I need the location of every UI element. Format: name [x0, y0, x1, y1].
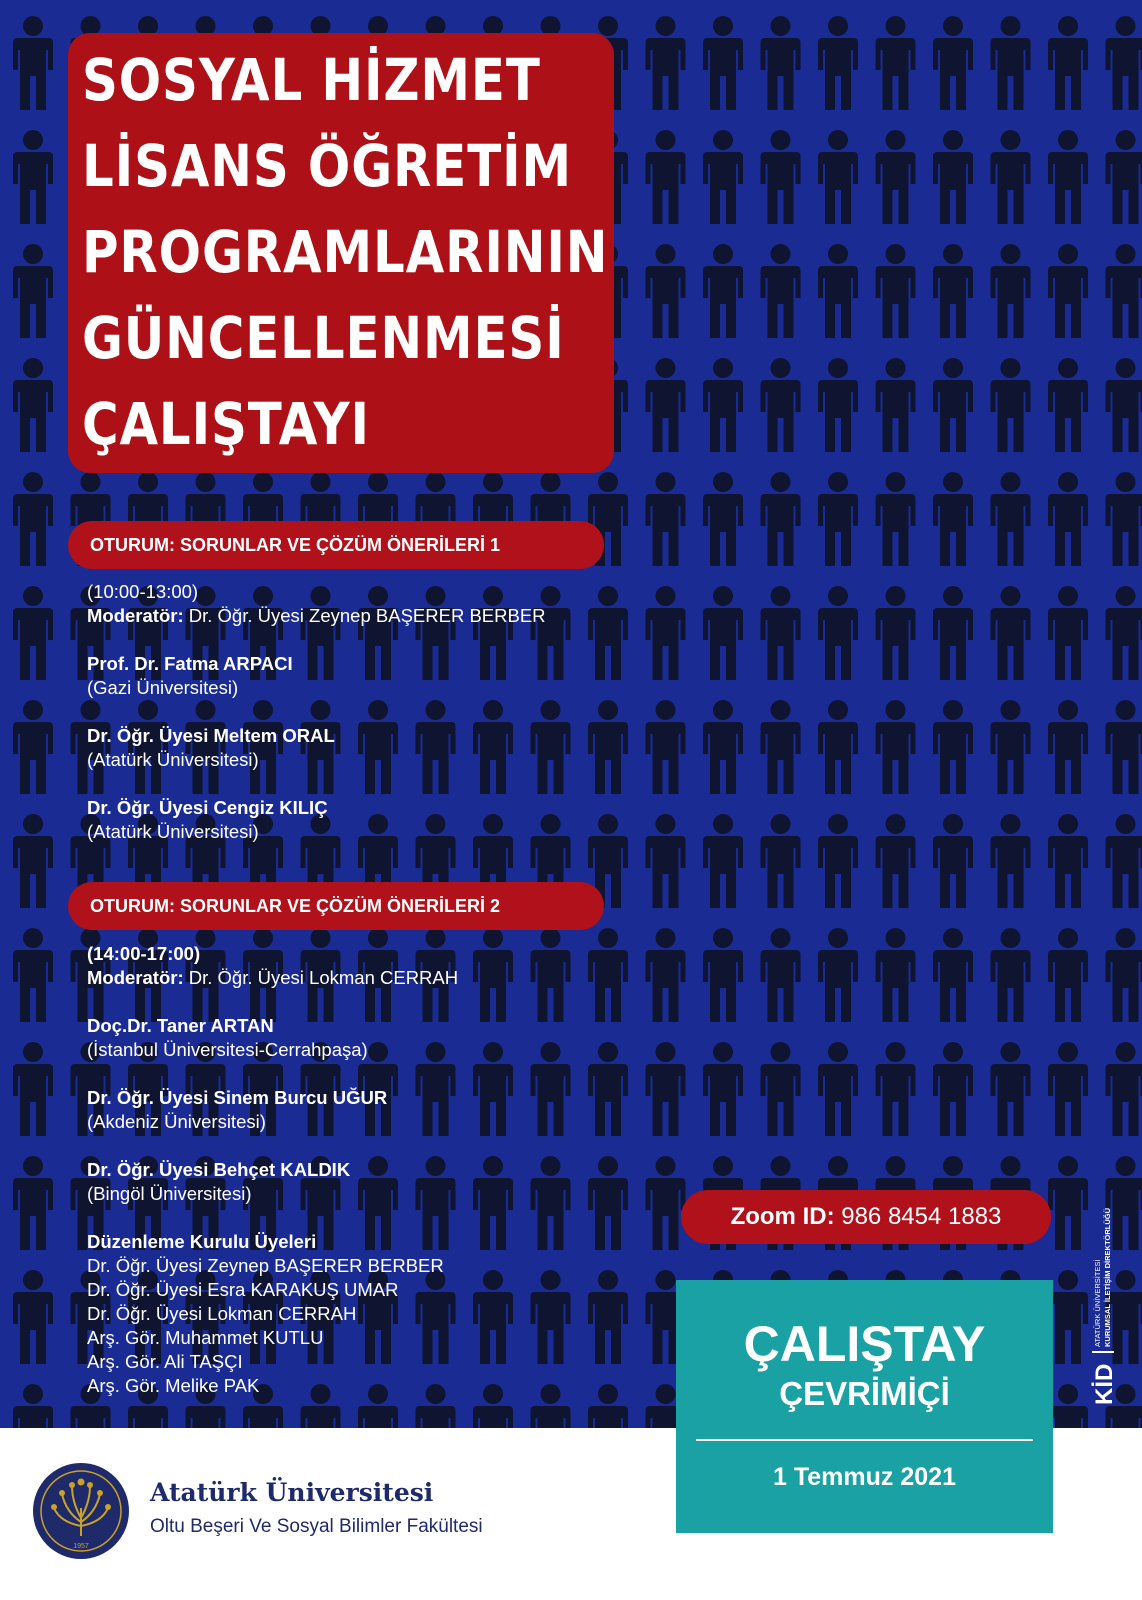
committee-member: Arş. Gör. Melike PAK: [87, 1375, 260, 1396]
session1-moderator: [87, 604, 546, 628]
event-date: 1 Temmuz 2021: [773, 1463, 956, 1491]
committee-member: Arş. Gör. Muhammet KUTLU: [87, 1327, 324, 1348]
kid-line1: ATATÜRK ÜNİVERSİTESİ: [1093, 1259, 1102, 1347]
title-line-1: SOSYAL HİZMET: [82, 46, 541, 114]
speaker-name: Dr. Öğr. Üyesi Sinem Burcu UĞUR: [87, 1087, 388, 1108]
footer-faculty: Oltu Beşeri Ve Sosyal Bilimler Fakültesi: [150, 1516, 483, 1537]
title-line-5: ÇALIŞTAYI: [82, 390, 370, 458]
title-line-2: LİSANS ÖĞRETİM: [82, 132, 572, 200]
session2-header: OTURUM: SORUNLAR VE ÇÖZÜM ÖNERİLERİ 2: [68, 882, 604, 930]
committee-member: Dr. Öğr. Üyesi Esra KARAKUŞ UMAR: [87, 1279, 399, 1300]
event-subtitle: ÇEVRİMİÇİ: [779, 1375, 950, 1412]
event-divider: [696, 1439, 1033, 1441]
speaker-affiliation: (Akdeniz Üniversitesi): [87, 1111, 266, 1132]
session2-time: (14:00-17:00): [87, 943, 201, 964]
event-title: ÇALIŞTAY: [743, 1316, 986, 1372]
session1-time: (10:00-13:00): [87, 581, 199, 602]
university-logo-icon: [32, 1462, 130, 1560]
title-box: [68, 33, 614, 473]
moderator-label: Moderatör:: [87, 605, 184, 626]
speaker-affiliation: (Bingöl Üniversitesi): [87, 1183, 252, 1204]
session2-moderator: [87, 966, 458, 990]
zoom-label: Zoom ID:: [730, 1203, 835, 1230]
committee-member: Arş. Gör. Ali TAŞÇI: [87, 1351, 243, 1372]
title-line-4: GÜNCELLENMESİ: [82, 304, 565, 372]
speaker-affiliation: (Atatürk Üniversitesi): [87, 821, 259, 842]
speaker-name: Dr. Öğr. Üyesi Behçet KALDIK: [87, 1159, 351, 1180]
kid-mark: KİD: [1091, 1363, 1118, 1405]
committee-member: Dr. Öğr. Üyesi Lokman CERRAH: [87, 1303, 357, 1324]
kid-line2: KURUMSAL İLETİŞİM DİREKTÖRLÜĞÜ: [1103, 1207, 1112, 1347]
zoom-value: 986 8454 1883: [841, 1203, 1002, 1230]
session1-header: OTURUM: SORUNLAR VE ÇÖZÜM ÖNERİLERİ 1: [68, 521, 604, 569]
speaker-affiliation: (Atatürk Üniversitesi): [87, 749, 259, 770]
speaker-name: Prof. Dr. Fatma ARPACI: [87, 653, 293, 674]
moderator-name: Dr. Öğr. Üyesi Zeynep BAŞERER BERBER: [188, 605, 546, 626]
speaker-affiliation: (Gazi Üniversitesi): [87, 677, 239, 698]
zoom-id-badge: [681, 1190, 1051, 1244]
committee-title: Düzenleme Kurulu Üyeleri: [87, 1231, 317, 1252]
moderator-label: Moderatör:: [87, 967, 184, 988]
speaker-name: Dr. Öğr. Üyesi Meltem ORAL: [87, 725, 335, 746]
title-line-3: PROGRAMLARININ: [82, 218, 609, 286]
committee-member: Dr. Öğr. Üyesi Zeynep BAŞERER BERBER: [87, 1255, 444, 1276]
speaker-name: Dr. Öğr. Üyesi Cengiz KILIÇ: [87, 797, 328, 818]
logo-year: 1957: [73, 1543, 89, 1550]
moderator-name: Dr. Öğr. Üyesi Lokman CERRAH: [188, 967, 459, 988]
kid-logo: [1085, 1160, 1119, 1410]
footer-university: Atatürk Üniversitesi: [150, 1478, 434, 1507]
event-box: [676, 1280, 1053, 1533]
speaker-affiliation: (İstanbul Üniversitesi-Cerrahpaşa): [87, 1039, 368, 1060]
speaker-name: Doç.Dr. Taner ARTAN: [87, 1015, 274, 1036]
